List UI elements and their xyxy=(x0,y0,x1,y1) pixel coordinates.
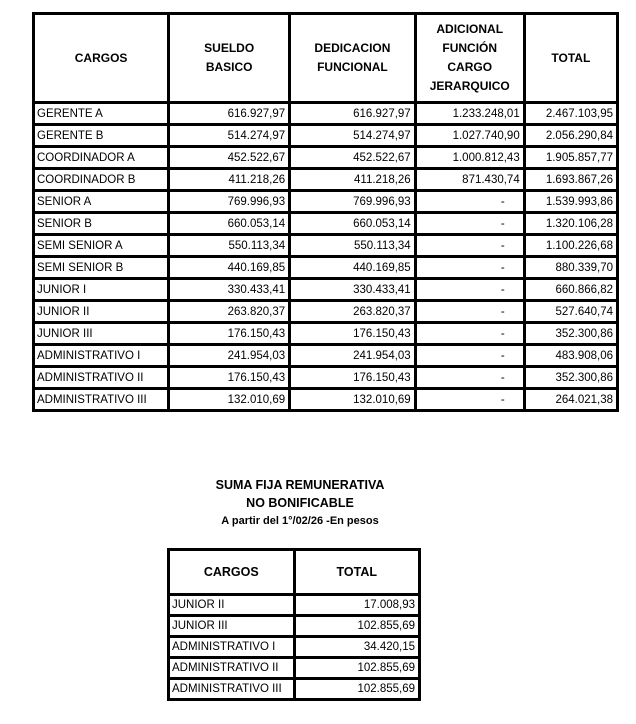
table-row xyxy=(34,235,618,257)
header-dedicacion-line2: FUNCIONAL xyxy=(317,60,388,74)
cell-dedicacion: 176.150,43 xyxy=(290,323,416,345)
cell-total: 1.905.857,77 xyxy=(524,147,617,169)
suma-fija-subtitle: A partir del 1°/02/26 -En pesos xyxy=(221,515,379,527)
table-row xyxy=(34,147,618,169)
cell-total: 2.056.290,84 xyxy=(524,125,617,147)
suma-fija-title-line2: NO BONIFICABLE xyxy=(246,496,354,510)
cell-total: 352.300,86 xyxy=(524,323,617,345)
cell-dedicacion: 660.053,14 xyxy=(290,213,416,235)
cell-dedicacion: 514.274,97 xyxy=(290,125,416,147)
table-row xyxy=(169,637,420,658)
cell-dedicacion: 550.113,34 xyxy=(290,235,416,257)
header-adicional-line2: FUNCIÓN xyxy=(442,41,498,55)
header-adicional-line1: ADICIONAL xyxy=(436,22,504,36)
salary-table-header-row xyxy=(34,14,618,103)
header-sueldo-basico xyxy=(169,14,290,103)
cell-total: 660.866,82 xyxy=(524,279,617,301)
cell-basico: 176.150,43 xyxy=(169,367,290,389)
cell-dedicacion: 330.433,41 xyxy=(290,279,416,301)
suma-fija-header-cargos: CARGOS xyxy=(169,550,295,595)
cell-total: 1.100.226,68 xyxy=(524,235,617,257)
cell-cargo: JUNIOR III xyxy=(34,323,169,345)
cell-basico: 241.954,03 xyxy=(169,345,290,367)
cell-total: 527.640,74 xyxy=(524,301,617,323)
cell-cargo: JUNIOR II xyxy=(169,595,295,616)
cell-cargo: ADMINISTRATIVO III xyxy=(169,679,295,700)
cell-cargo: GERENTE A xyxy=(34,103,169,125)
cell-adicional: - xyxy=(415,279,524,301)
header-adicional-line4: JERARQUICO xyxy=(429,79,510,93)
cell-total: 2.467.103,95 xyxy=(524,103,617,125)
table-row xyxy=(34,389,618,411)
table-row xyxy=(34,257,618,279)
table-row xyxy=(34,367,618,389)
cell-adicional: 1.000.812,43 xyxy=(415,147,524,169)
header-sueldo-line1: SUELDO xyxy=(204,41,255,55)
cell-cargo: JUNIOR I xyxy=(34,279,169,301)
table-row xyxy=(34,191,618,213)
cell-adicional: - xyxy=(415,213,524,235)
cell-cargo: ADMINISTRATIVO II xyxy=(34,367,169,389)
cell-cargo: GERENTE B xyxy=(34,125,169,147)
cell-basico: 132.010,69 xyxy=(169,389,290,411)
cell-basico: 769.996,93 xyxy=(169,191,290,213)
cell-basico: 263.820,37 xyxy=(169,301,290,323)
cell-cargo: JUNIOR II xyxy=(34,301,169,323)
cell-cargo: COORDINADOR A xyxy=(34,147,169,169)
suma-fija-header-row xyxy=(169,550,420,595)
cell-cargo: ADMINISTRATIVO III xyxy=(34,389,169,411)
header-dedicacion-line1: DEDICACION xyxy=(314,41,391,55)
cell-total: 880.339,70 xyxy=(524,257,617,279)
cell-adicional: - xyxy=(415,367,524,389)
suma-fija-title-block xyxy=(160,476,440,530)
table-row xyxy=(169,658,420,679)
table-row xyxy=(34,345,618,367)
cell-total: 352.300,86 xyxy=(524,367,617,389)
cell-dedicacion: 411.218,26 xyxy=(290,169,416,191)
cell-cargo: SEMI SENIOR B xyxy=(34,257,169,279)
header-sueldo-line2: BASICO xyxy=(205,60,253,74)
cell-adicional: 1.233.248,01 xyxy=(415,103,524,125)
cell-basico: 330.433,41 xyxy=(169,279,290,301)
cell-dedicacion: 241.954,03 xyxy=(290,345,416,367)
cell-cargo: SEMI SENIOR A xyxy=(34,235,169,257)
cell-total: 1.539.993,86 xyxy=(524,191,617,213)
salary-table xyxy=(32,12,619,412)
cell-cargo: SENIOR B xyxy=(34,213,169,235)
cell-dedicacion: 616.927,97 xyxy=(290,103,416,125)
header-adicional-line3: CARGO xyxy=(447,60,493,74)
cell-total: 102.855,69 xyxy=(294,616,420,637)
cell-basico: 550.113,34 xyxy=(169,235,290,257)
cell-adicional: - xyxy=(415,323,524,345)
cell-adicional: - xyxy=(415,257,524,279)
table-row xyxy=(169,616,420,637)
suma-fija-header-total: TOTAL xyxy=(294,550,420,595)
cell-dedicacion: 452.522,67 xyxy=(290,147,416,169)
cell-dedicacion: 176.150,43 xyxy=(290,367,416,389)
cell-cargo: JUNIOR III xyxy=(169,616,295,637)
cell-total: 34.420,15 xyxy=(294,637,420,658)
cell-total: 483.908,06 xyxy=(524,345,617,367)
cell-adicional: 1.027.740,90 xyxy=(415,125,524,147)
header-cargos xyxy=(34,14,169,103)
header-adicional-funcion xyxy=(415,14,524,103)
table-row xyxy=(169,595,420,616)
cell-basico: 660.053,14 xyxy=(169,213,290,235)
cell-basico: 176.150,43 xyxy=(169,323,290,345)
cell-basico: 616.927,97 xyxy=(169,103,290,125)
cell-cargo: SENIOR A xyxy=(34,191,169,213)
table-row xyxy=(34,279,618,301)
header-dedicacion-funcional xyxy=(290,14,416,103)
cell-adicional: - xyxy=(415,235,524,257)
header-cargos-label: CARGOS xyxy=(74,50,128,65)
header-total xyxy=(524,14,617,103)
cell-basico: 452.522,67 xyxy=(169,147,290,169)
table-row xyxy=(34,169,618,191)
table-row xyxy=(169,679,420,700)
cell-basico: 514.274,97 xyxy=(169,125,290,147)
cell-cargo: ADMINISTRATIVO II xyxy=(169,658,295,679)
cell-cargo: ADMINISTRATIVO I xyxy=(34,345,169,367)
cell-total: 1.320.106,28 xyxy=(524,213,617,235)
cell-total: 264.021,38 xyxy=(524,389,617,411)
table-row xyxy=(34,323,618,345)
table-row xyxy=(34,125,618,147)
suma-fija-title-line1: SUMA FIJA REMUNERATIVA xyxy=(215,478,385,492)
cell-dedicacion: 132.010,69 xyxy=(290,389,416,411)
cell-cargo: ADMINISTRATIVO I xyxy=(169,637,295,658)
cell-total: 102.855,69 xyxy=(294,658,420,679)
cell-dedicacion: 440.169,85 xyxy=(290,257,416,279)
cell-cargo: COORDINADOR B xyxy=(34,169,169,191)
header-total-label: TOTAL xyxy=(551,50,591,65)
cell-basico: 440.169,85 xyxy=(169,257,290,279)
cell-dedicacion: 263.820,37 xyxy=(290,301,416,323)
cell-total: 1.693.867,26 xyxy=(524,169,617,191)
suma-fija-table xyxy=(167,548,421,701)
cell-adicional: - xyxy=(415,345,524,367)
table-row xyxy=(34,301,618,323)
cell-adicional: - xyxy=(415,301,524,323)
cell-adicional: - xyxy=(415,191,524,213)
cell-dedicacion: 769.996,93 xyxy=(290,191,416,213)
table-row xyxy=(34,213,618,235)
cell-total: 17.008,93 xyxy=(294,595,420,616)
cell-total: 102.855,69 xyxy=(294,679,420,700)
table-row xyxy=(34,103,618,125)
cell-basico: 411.218,26 xyxy=(169,169,290,191)
cell-adicional: - xyxy=(415,389,524,411)
cell-adicional: 871.430,74 xyxy=(415,169,524,191)
